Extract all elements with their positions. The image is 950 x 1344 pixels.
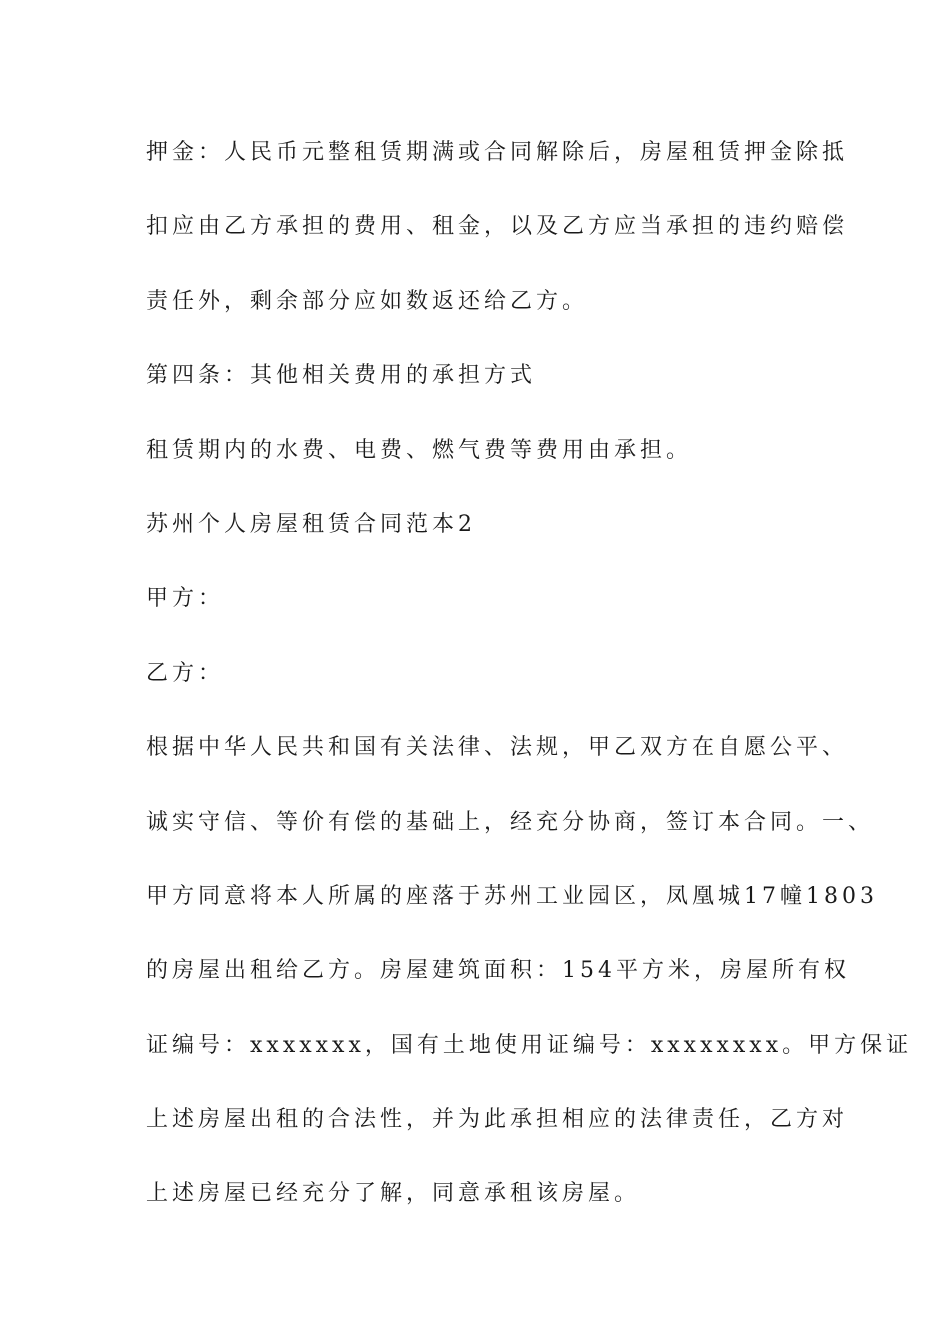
paragraph-line: 扣应由乙方承担的费用、租金，以及乙方应当承担的违约赔偿 (146, 214, 849, 240)
party-a-label: 甲方： (146, 586, 225, 612)
party-b-label: 乙方： (146, 660, 225, 686)
paragraph-line: 证编号：xxxxxxx，国有土地使用证编号：xxxxxxxx。甲方保证 (146, 1032, 913, 1058)
paragraph-line: 租赁期内的水费、电费、燃气费等费用由承担。 (146, 437, 693, 463)
document-title: 苏州个人房屋租赁合同范本2 (146, 511, 476, 537)
section-heading: 第四条：其他相关费用的承担方式 (146, 363, 537, 389)
paragraph-line: 诚实守信、等价有偿的基础上，经充分协商，签订本合同。一、 (146, 809, 875, 835)
paragraph-line: 根据中华人民共和国有关法律、法规，甲乙双方在自愿公平、 (146, 735, 849, 761)
paragraph-line: 上述房屋已经充分了解，同意承租该房屋。 (146, 1181, 641, 1207)
paragraph-line: 责任外，剩余部分应如数返还给乙方。 (146, 288, 589, 314)
document-body (146, 134, 913, 1250)
paragraph-line: 的房屋出租给乙方。房屋建筑面积：154平方米，房屋所有权 (146, 958, 850, 984)
paragraph-line: 甲方同意将本人所属的座落于苏州工业园区，凤凰城17幢1803 (146, 883, 878, 909)
paragraph-line: 上述房屋出租的合法性，并为此承担相应的法律责任，乙方对 (146, 1107, 849, 1133)
paragraph-line: 押金：人民币元整租赁期满或合同解除后，房屋租赁押金除抵 (146, 140, 849, 165)
